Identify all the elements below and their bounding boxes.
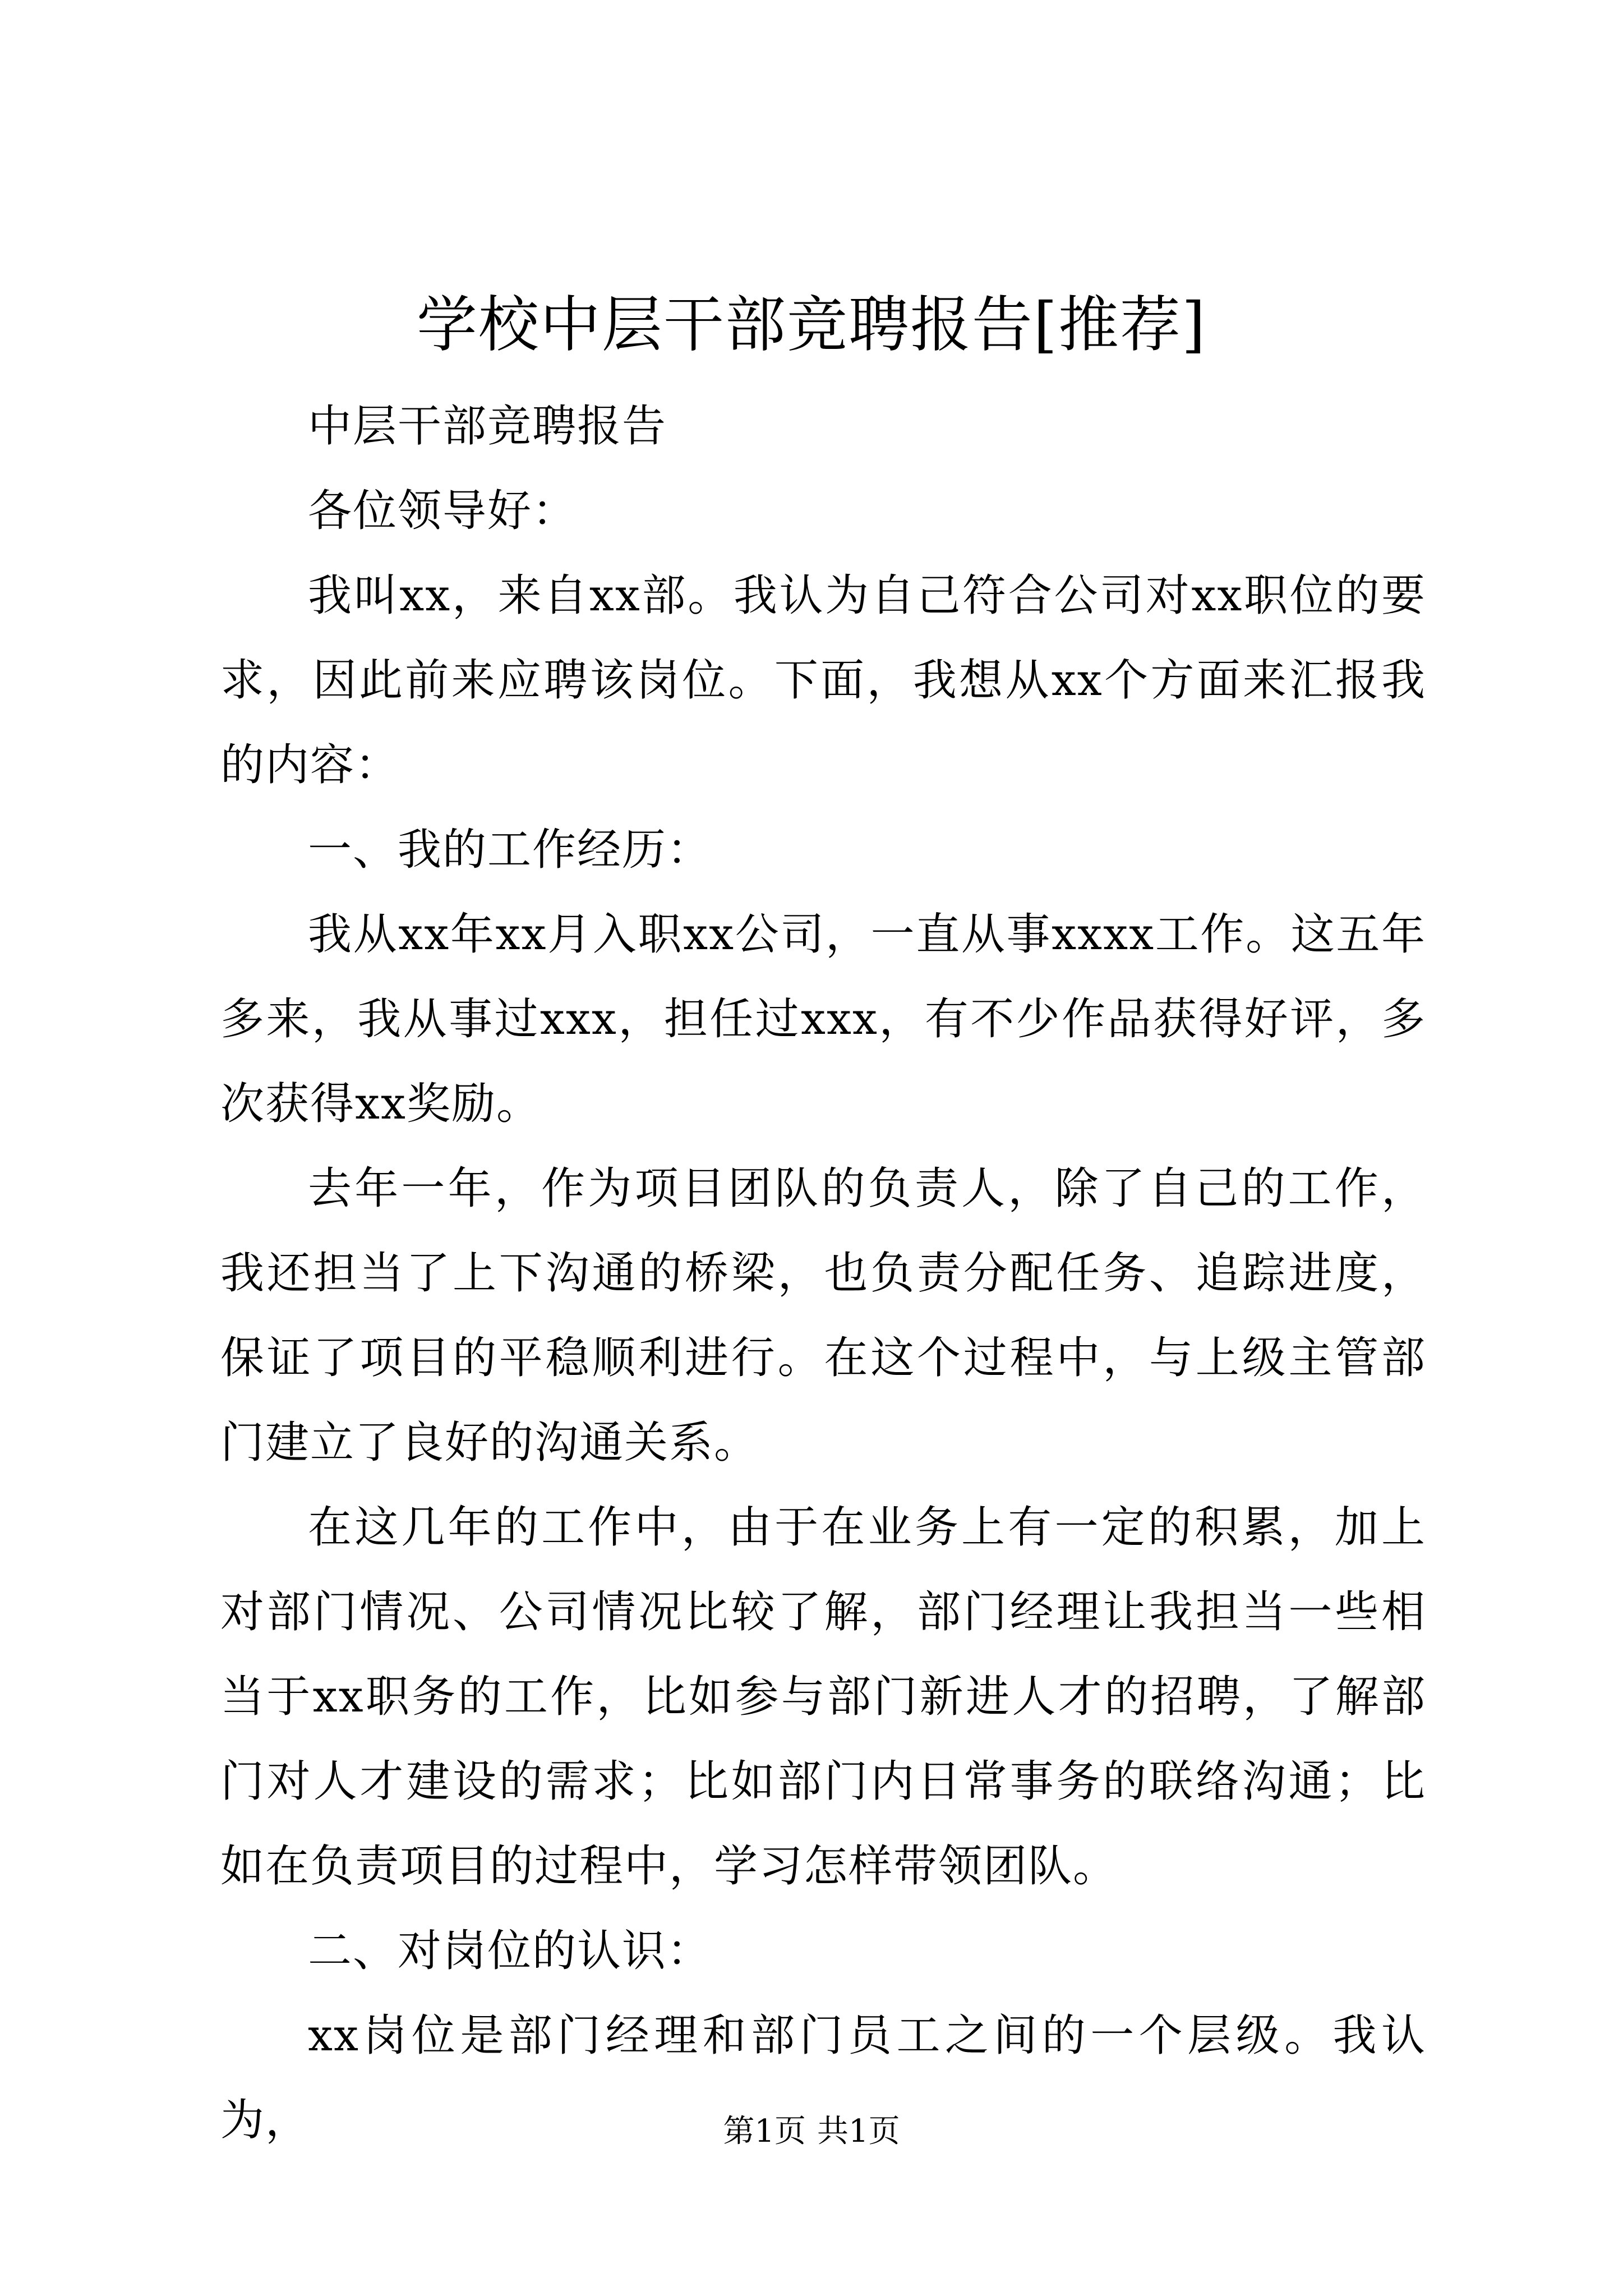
document-body [220,384,1426,2163]
paragraph: 二、对岗位的认识： [308,1926,712,1976]
paragraph: 在这几年的工作中，由于在业务上有一定的积累，加上对部门情况、公司情况比较了解，部门经理让我担当一些相当于xx职务的工作，比如参与部门新进人才的招聘，了解部门对人才建设的需求；比如部门内日常事务的联络沟通；比如在负责项目的过程中，学习怎样带领团队。 [220,1502,1426,1892]
paragraph: 中层干部竞聘报告 [308,401,667,452]
page-number-current: 第1页 [723,2113,806,2150]
paragraph: 我从xx年xx月入职xx公司，一直从事xxxx工作。这五年多来，我从事过xxx，担任过xxx，有不少作品获得好评，多次获得xx奖励。 [220,909,1426,1129]
paragraph: 一、我的工作经历： [308,825,712,875]
paragraph: 去年一年，作为项目团队的负责人，除了自己的工作，我还担当了上下沟通的桥梁，也负责分配任务、追踪进度，保证了项目的平稳顺利进行。在这个过程中，与上级主管部门建立了良好的沟通关系。 [220,1163,1426,1468]
page-footer [0,2109,1623,2154]
paragraph: xx岗位是部门经理和部门员工之间的一个层级。我认为， [220,2010,1426,2146]
document-title: 学校中层干部竞聘报告[推荐] [416,290,1207,360]
paragraph: 各位领导好： [308,486,578,536]
paragraph: 我叫xx，来自xx部。我认为自己符合公司对xx职位的要求，因此前来应聘该岗位。下面，我想从xx个方面来汇报我的内容： [220,570,1426,790]
page-number-total: 共1页 [817,2113,900,2150]
